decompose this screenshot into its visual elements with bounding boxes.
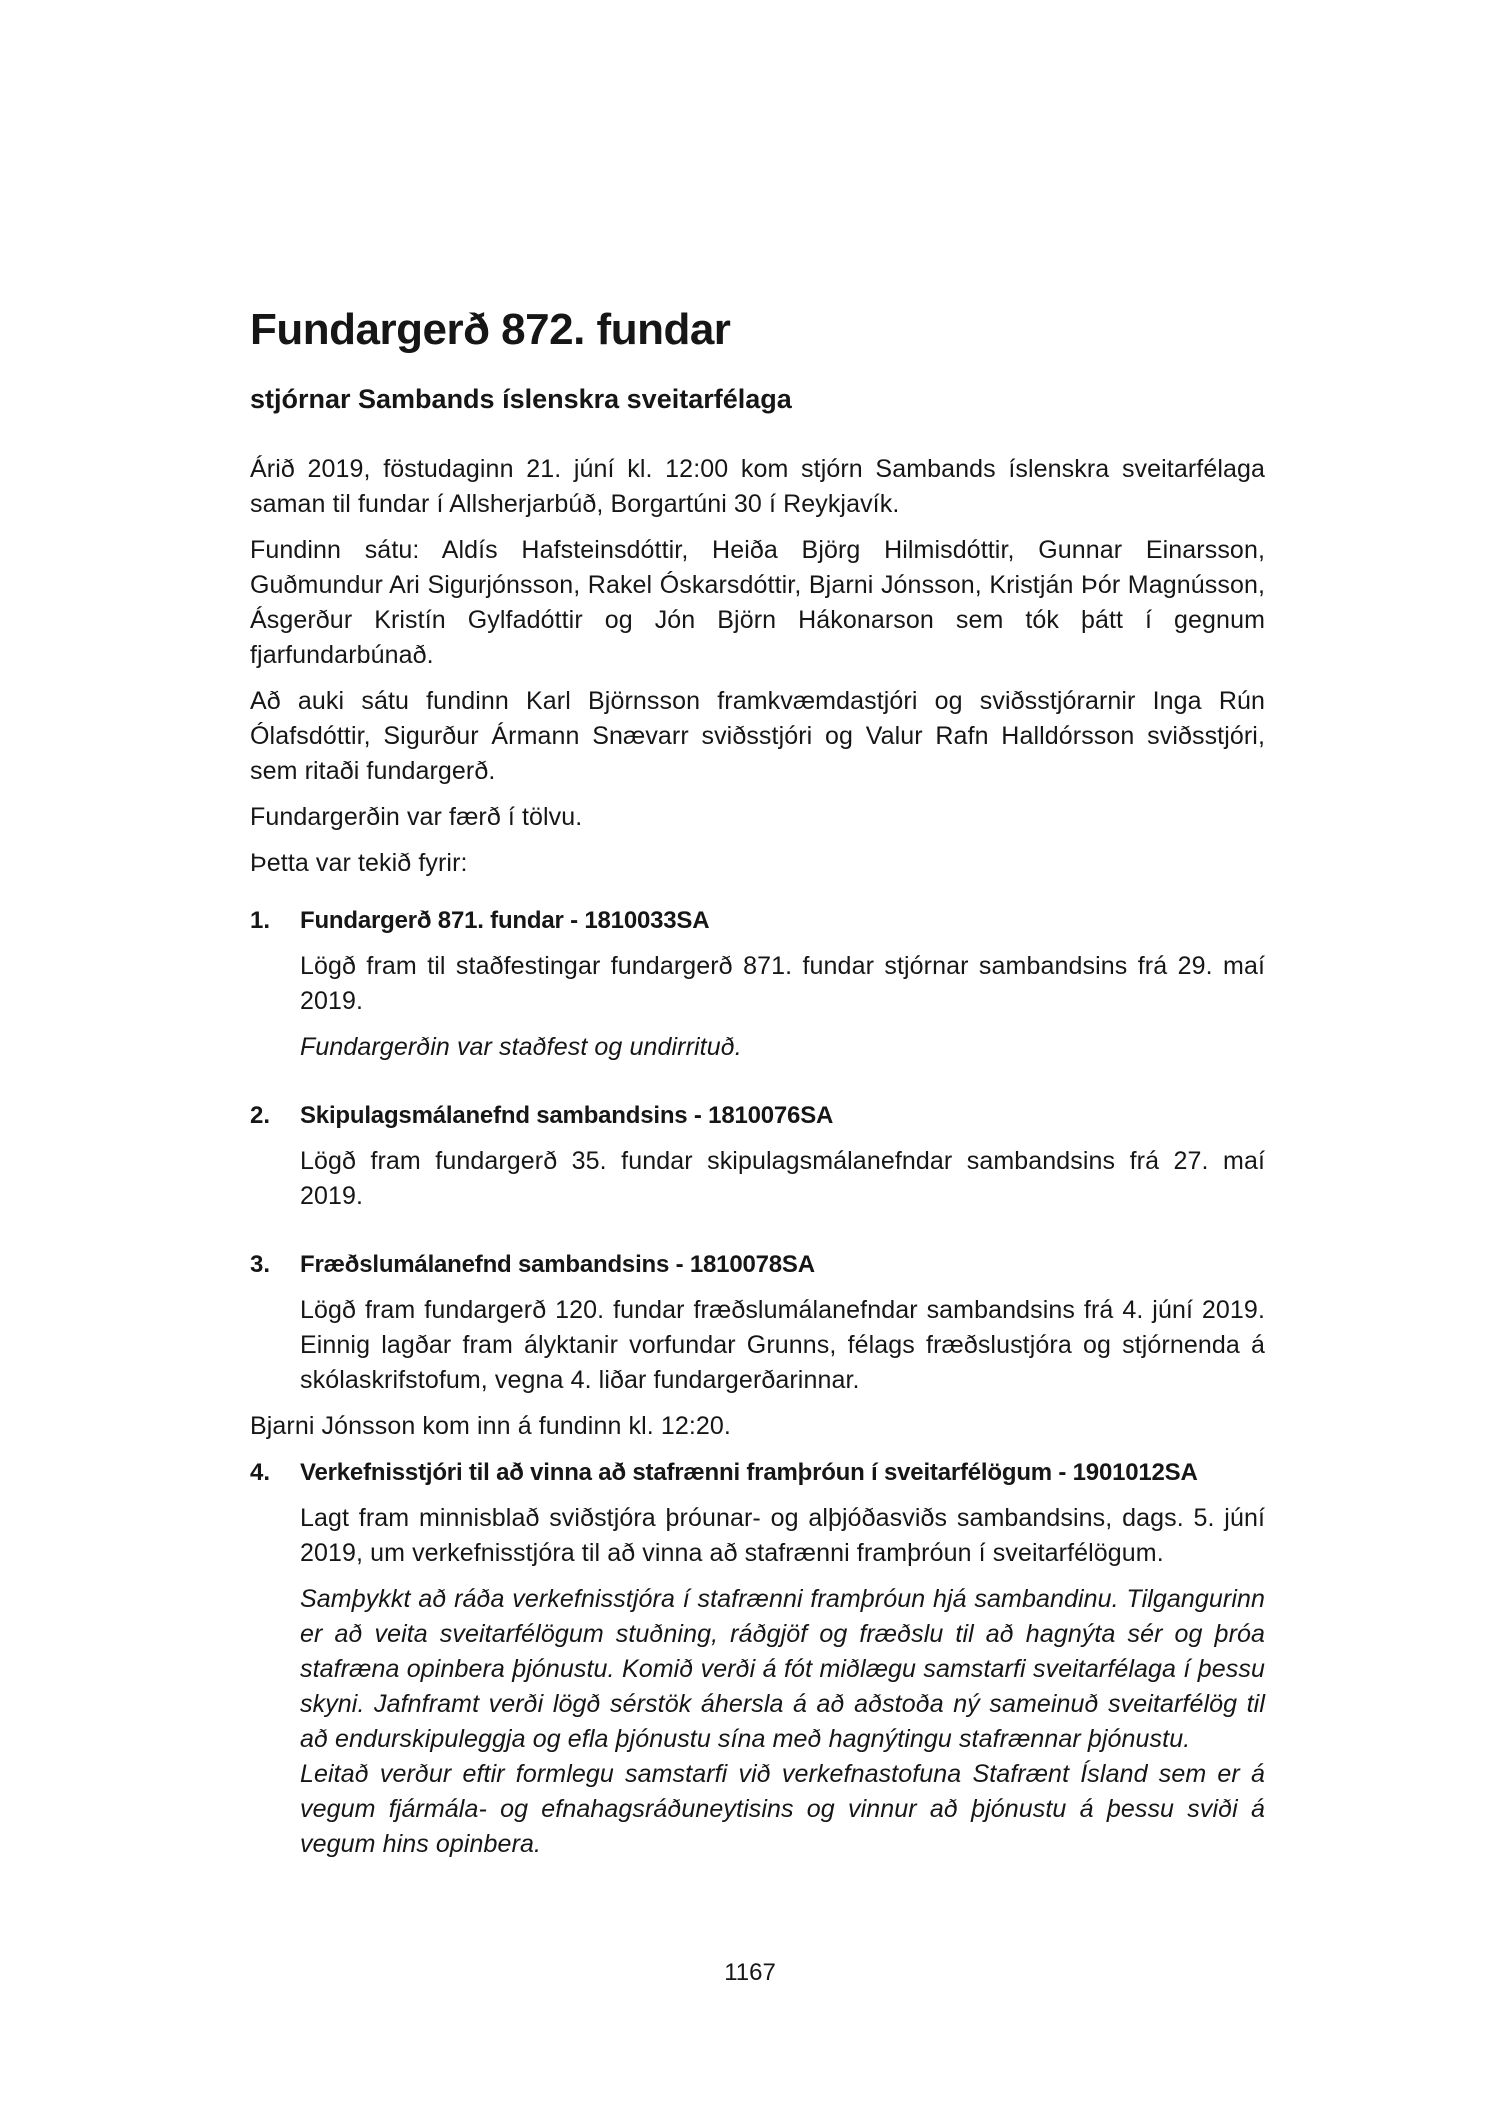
agenda-item-4-resolution-1: Samþykkt að ráða verkefnisstjóra í stafrænni framþróun hjá sambandinu. Tilgangurinn er að veita sveitarfélögum stuðning, ráðgjöf og fræðslu til að hagnýta sér og þróa stafræna opinbera þjónustu. Komið verði á fót miðlægu samstarfi sveitarfélaga í þessu skyni. Jafnframt verði lögð sérstök áhersla á að aðstoða ný sameinuð sveitarfélög til að endurskipuleggja og efla þjónustu sína með hagnýtingu stafrænnar þjónustu.: [300, 1585, 1265, 1753]
agenda-item-1-resolution: Fundargerðin var staðfest og undirrituð.: [300, 1033, 742, 1061]
attendance-note: Bjarni Jónsson kom inn á fundinn kl. 12:20.: [250, 1412, 731, 1440]
agenda-item-1-heading: Fundargerð 871. fundar - 1810033SA: [300, 907, 710, 934]
intro-paragraph-recorded: Fundargerðin var færð í tölvu.: [250, 803, 583, 831]
agenda-item-2: [250, 1098, 1265, 1225]
agenda-item-4-paragraph: Lagt fram minnisblað sviðstjóra þróunar- og alþjóðasviðs sambandsins, dags. 5. júní 2019, um verkefnisstjóra til að vinna að stafrænni framþróun í sveitarfélögum.: [300, 1504, 1265, 1567]
agenda-item-1-number: 1.: [250, 907, 271, 934]
agenda-item-3-paragraph: Lögð fram fundargerð 120. fundar fræðslumálanefndar sambandsins frá 4. júní 2019. Einnig lagðar fram ályktanir vorfundar Grunns, félags fræðslustjóra og stjórnenda á skólaskrifstofum, vegna 4. liðar fundargerðarinnar.: [300, 1296, 1265, 1394]
agenda-item-1-paragraph: Lögð fram til staðfestingar fundargerð 871. fundar stjórnar sambandsins frá 29. maí 2019.: [300, 952, 1265, 1015]
intro-paragraph-agenda-lead: Þetta var tekið fyrir:: [250, 849, 468, 877]
agenda-item-2-number: 2.: [250, 1102, 271, 1129]
agenda-item-4: [250, 1455, 1265, 1873]
document-subtitle: stjórnar Sambands íslenskra sveitarfélaga: [250, 384, 792, 414]
intro-paragraph-date: Árið 2019, föstudaginn 21. júní kl. 12:00 kom stjórn Sambands íslenskra sveitarfélaga saman til fundar í Allsherjarbúð, Borgartúni 30 í Reykjavík.: [250, 455, 1265, 518]
intro-paragraph-attendees: Fundinn sátu: Aldís Hafsteinsdóttir, Heiða Björg Hilmisdóttir, Gunnar Einarsson, Guðmundur Ari Sigurjónsson, Rakel Óskarsdóttir, Bjarni Jónsson, Kristján Þór Magnússon, Ásgerður Kristín Gylfadóttir og Jón Björn Hákonarson sem tók þátt í gegnum fjarfundarbúnað.: [250, 536, 1265, 669]
agenda-item-2-heading: Skipulagsmálanefnd sambandsins - 1810076SA: [300, 1102, 834, 1129]
agenda-item-4-heading: Verkefnisstjóri til að vinna að stafrænni framþróun í sveitarfélögum - 1901012SA: [300, 1459, 1198, 1486]
agenda-item-2-paragraph: Lögð fram fundargerð 35. fundar skipulagsmálanefndar sambandsins frá 27. maí 2019.: [300, 1147, 1265, 1210]
page-number: 1167: [724, 1959, 776, 1986]
agenda-item-3-heading: Fræðslumálanefnd sambandsins - 1810078SA: [300, 1251, 815, 1278]
agenda-item-4-number: 4.: [250, 1459, 271, 1486]
agenda-item-3: [250, 1247, 1265, 1409]
agenda-item-1: [250, 903, 1265, 1076]
document-title: Fundargerð 872. fundar: [250, 305, 731, 354]
agenda-item-3-number: 3.: [250, 1251, 271, 1278]
agenda-item-4-resolution-2: Leitað verður eftir formlegu samstarfi við verkefnastofuna Stafrænt Ísland sem er á vegum fjármála- og efnahagsráðuneytisins og vinnur að þjónustu á þessu sviði á vegum hins opinbera.: [300, 1760, 1265, 1858]
intro-paragraph-staff: Að auki sátu fundinn Karl Björnsson framkvæmdastjóri og sviðsstjórarnir Inga Rún Ólafsdóttir, Sigurður Ármann Snævarr sviðsstjóri og Valur Rafn Halldórsson sviðsstjóri, sem ritaði fundargerð.: [250, 687, 1265, 785]
